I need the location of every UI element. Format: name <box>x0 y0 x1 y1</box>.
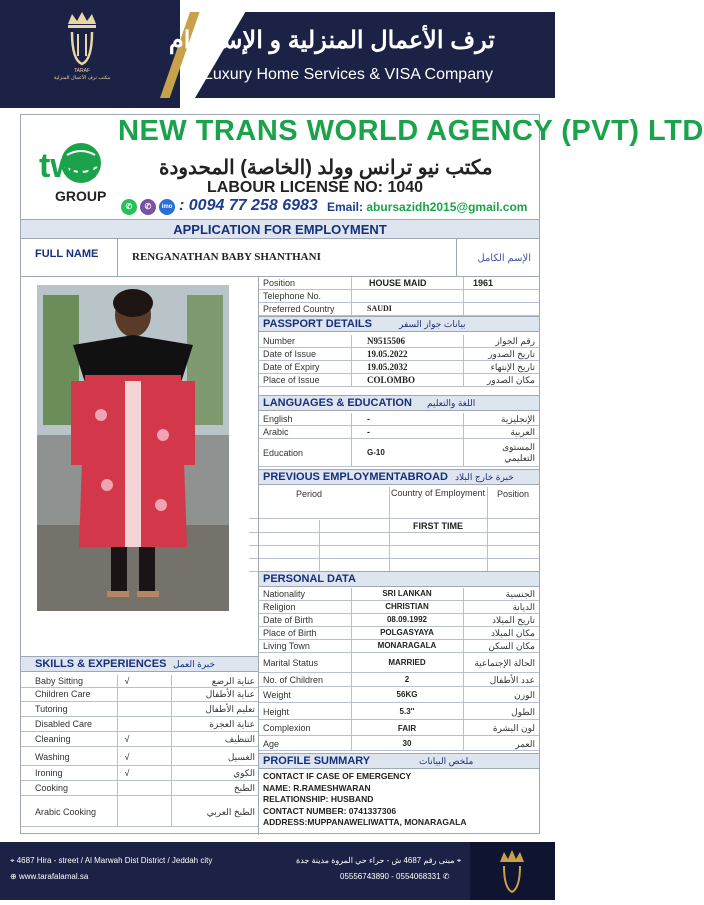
age-label: Age <box>263 739 280 749</box>
skill-check <box>117 797 137 826</box>
weight-ar: الوزن <box>514 690 535 700</box>
skill-label: Ironing <box>35 768 63 778</box>
column-divider <box>258 277 259 835</box>
expiry-date-ar: تاريخ الإنتهاء <box>490 362 535 372</box>
nationality-value: SRI LANKAN <box>382 589 432 598</box>
weight-label: Weight <box>263 690 291 700</box>
skill-ar: عناية العجزة <box>209 719 255 729</box>
skill-label: Cleaning <box>35 734 71 744</box>
period-header: Period <box>295 489 322 499</box>
place-of-birth-label: Place of Birth <box>263 628 317 638</box>
personal-row <box>259 588 539 601</box>
personal-row <box>259 627 539 640</box>
globe-icon: ⊕ <box>10 872 19 881</box>
profile-section-header <box>259 753 539 769</box>
height-ar: الطول <box>511 707 535 717</box>
footer-address-ar-text: مبنى رقم 4687 ش - حراء حي المروة مدينة جدة <box>296 856 455 865</box>
children-label: No. of Children <box>263 675 324 685</box>
dob-value: 08.09.1992 <box>386 615 428 624</box>
passport-section-header <box>259 316 539 332</box>
position-header: Position <box>496 489 530 499</box>
divider <box>463 335 464 387</box>
profile-line: RELATIONSHIP: HUSBAND <box>263 794 374 804</box>
divider <box>463 413 464 467</box>
footer-logo-panel <box>470 842 555 900</box>
whatsapp-icon: ✆ <box>121 199 137 215</box>
footer-phones <box>340 872 449 881</box>
employment-row <box>249 533 539 546</box>
profile-line: ADDRESS:MUPPANAWELIWATTA, MONARAGALA <box>263 817 467 827</box>
labour-license: LABOUR LICENSE NO: 1040 <box>207 179 424 196</box>
personal-row <box>259 601 539 614</box>
position-extra: 1961 <box>472 278 494 288</box>
skill-label: Tutoring <box>35 704 68 714</box>
living-town-ar: مكان السكن <box>488 641 535 651</box>
skill-ar: التنظيف <box>224 734 255 744</box>
divider <box>487 487 488 572</box>
marital-status-label: Marital Status <box>263 658 319 668</box>
complexion-label: Complexion <box>263 723 311 733</box>
nationality-ar: الجنسية <box>505 589 535 599</box>
skill-ar: الغسيل <box>227 752 255 762</box>
passport-row <box>259 348 539 361</box>
education-ar: المستوى التعليمي <box>502 442 535 463</box>
banner-right-panel <box>195 12 555 98</box>
divider <box>351 413 352 467</box>
place-of-issue-label: Place of Issue <box>263 375 320 385</box>
marital-status-ar: الحالة الإجتماعية <box>474 658 535 668</box>
complexion-ar: لون البشرة <box>492 723 535 733</box>
skill-label: Washing <box>35 752 70 762</box>
arabic-label: Arabic <box>263 427 289 437</box>
preferred-country-row <box>259 303 539 316</box>
skill-label: Arabic Cooking <box>35 807 97 817</box>
employment-title: PREVIOUS EMPLOYMENTABROAD <box>263 471 448 483</box>
preferred-country-label: Preferred Country <box>263 304 335 314</box>
place-of-issue-value: COLOMBO <box>367 375 416 385</box>
application-title-bar: APPLICATION FOR EMPLOYMENT <box>21 219 539 239</box>
skills-title: SKILLS & EXPERIENCES <box>35 658 167 670</box>
age-ar: العمر <box>515 739 535 749</box>
skill-row <box>21 767 259 781</box>
email-label: Email: <box>327 200 364 214</box>
skill-label: Baby Sitting <box>35 676 84 686</box>
arabic-ar: العربية <box>510 427 535 437</box>
profile-line: CONTACT NUMBER: 0741337306 <box>263 805 397 816</box>
footer-address-ar <box>296 856 461 866</box>
religion-value: CHRISTIAN <box>385 602 429 611</box>
logo-caption-ar: مكتب ترف الأعمال المنزلية <box>53 75 111 81</box>
divider <box>319 520 320 572</box>
brand-name-en: Luxury Home Services & VISA Company <box>203 66 493 83</box>
logo-caption: TARAF <box>73 68 91 74</box>
passport-row <box>259 374 539 387</box>
skill-ar: تعليم الأطفال <box>205 704 255 714</box>
profile-line: NAME: R.RAMESHWARAN <box>263 782 371 793</box>
logo-group-text: GROUP <box>55 188 107 204</box>
passport-row <box>259 335 539 348</box>
skill-ar: عناية الأطفال <box>205 689 255 699</box>
divider <box>171 675 172 827</box>
footer-website <box>10 872 88 881</box>
telephone-label: Telephone No. <box>263 291 322 301</box>
footer-website-text: www.tarafalamal.sa <box>18 872 89 881</box>
passport-row <box>259 361 539 374</box>
telephone-value <box>353 290 463 302</box>
weight-value: 56KG <box>396 690 418 699</box>
skills-section-header <box>21 656 259 672</box>
skill-row <box>21 688 259 702</box>
languages-title: LANGUAGES & EDUCATION <box>263 397 412 409</box>
personal-row <box>259 640 539 653</box>
skill-check: √ <box>124 768 130 778</box>
education-row <box>259 439 539 467</box>
religion-ar: الديانة <box>512 602 535 612</box>
personal-title: PERSONAL DATA <box>263 573 356 585</box>
profile-title-ar: ملخص البيانات <box>419 756 474 766</box>
skill-row <box>21 675 259 688</box>
english-ar: الإنجليزية <box>501 414 535 424</box>
application-document <box>20 114 704 834</box>
skill-row <box>21 797 259 827</box>
telephone-row <box>259 290 539 303</box>
arabic-value: - <box>367 427 370 437</box>
employment-title-ar: خبرة خارج البلاد <box>455 472 514 482</box>
children-value: 2 <box>404 675 410 684</box>
employment-row <box>249 546 539 559</box>
agency-title-ar: مكتب نيو ترانس وولد (الخاصة) المحدودة <box>159 157 493 179</box>
full-name-row <box>21 239 539 277</box>
employment-row <box>249 559 539 572</box>
footer-crown-icon <box>470 842 555 900</box>
full-name-label-ar: الإسم الكامل <box>477 253 531 264</box>
skill-ar: الطبخ العربي <box>206 807 255 817</box>
languages-title-ar: اللغة والتعليم <box>427 398 476 408</box>
top-banner <box>0 0 555 108</box>
language-row <box>259 413 539 426</box>
height-value: 5.3'' <box>399 707 415 716</box>
skill-label: Disabled Care <box>35 719 93 729</box>
skill-ar: الطبخ <box>233 783 255 793</box>
skill-row <box>21 703 259 717</box>
personal-row <box>259 704 539 720</box>
employment-section-header <box>259 469 539 485</box>
passport-number-value: N9515506 <box>367 336 405 346</box>
passport-title: PASSPORT DETAILS <box>263 318 372 330</box>
issue-date-label: Date of Issue <box>263 349 317 359</box>
phone-number: : 0094 77 258 6983 <box>179 197 318 214</box>
logo-twa-text: twa <box>39 147 96 185</box>
passport-number-ar: رقم الجواز <box>495 336 535 346</box>
phone-icon: ✆ <box>440 872 450 881</box>
location-pin-icon: ⌖ <box>454 856 462 865</box>
profile-summary <box>263 771 539 829</box>
skill-row <box>21 748 259 766</box>
skill-check <box>117 718 137 731</box>
divider <box>117 675 118 827</box>
first-time-value: FIRST TIME <box>413 521 463 531</box>
skill-check: √ <box>124 676 130 686</box>
employment-header-row <box>249 487 539 519</box>
height-label: Height <box>263 707 290 717</box>
divider <box>389 487 390 572</box>
viber-icon: ✆ <box>140 199 156 215</box>
taraf-logo <box>52 10 112 102</box>
divider <box>351 588 352 751</box>
personal-row <box>259 653 539 673</box>
country-header: Country of Employment <box>390 488 486 498</box>
children-ar: عدد الأطفال <box>489 675 535 685</box>
english-label: English <box>263 414 293 424</box>
skill-ar: الكوي <box>233 768 255 778</box>
divider <box>463 588 464 751</box>
divider <box>351 335 352 387</box>
agency-title: NEW TRANS WORLD AGENCY (PVT) LTD <box>118 115 704 147</box>
skill-ar: عناية الرضع <box>211 676 255 686</box>
personal-row <box>259 737 539 751</box>
email-address <box>327 200 527 214</box>
personal-row <box>259 687 539 703</box>
brand-name-ar: ترف الأعمال المنزلية و الإستقدام <box>168 27 495 54</box>
expiry-date-value: 19.05.2032 <box>367 362 408 372</box>
passport-number-label: Number <box>263 336 296 346</box>
personal-row <box>259 721 539 736</box>
divider <box>351 277 352 316</box>
contact-row <box>119 197 539 219</box>
personal-row <box>259 614 539 627</box>
skill-row <box>21 782 259 796</box>
crown-icon <box>62 10 102 68</box>
profile-line: CONTACT IF CASE OF EMERGENCY <box>263 771 412 781</box>
dob-ar: تاريخ الميلاد <box>492 615 535 625</box>
twa-globe-icon <box>39 133 119 205</box>
footer-address-en <box>10 856 212 866</box>
position-label: Position <box>263 278 296 288</box>
profile-title: PROFILE SUMMARY <box>263 755 371 767</box>
complexion-value: FAIR <box>397 724 417 733</box>
skill-check <box>117 703 137 716</box>
skill-check <box>117 782 137 795</box>
living-town-value: MONARAGALA <box>377 641 437 650</box>
divider <box>463 277 464 316</box>
imo-icon: imo <box>159 199 175 215</box>
language-row <box>259 426 539 439</box>
age-value: 30 <box>402 739 412 748</box>
skill-label: Cooking <box>35 783 69 793</box>
nationality-label: Nationality <box>263 589 306 599</box>
dob-label: Date of Birth <box>263 615 314 625</box>
skill-row <box>21 733 259 747</box>
place-of-birth-value: POLGASYAYA <box>380 628 434 637</box>
place-of-issue-ar: مكان الصدور <box>486 375 535 385</box>
living-town-label: Living Town <box>263 641 310 651</box>
employment-row <box>249 520 539 533</box>
skill-check: √ <box>124 734 130 744</box>
skill-check <box>117 688 137 701</box>
education-label: Education <box>263 448 304 458</box>
applicant-photo <box>37 285 229 611</box>
english-value: - <box>367 414 370 424</box>
passport-title-ar: بيانات جواز السفر <box>399 319 466 329</box>
skill-check: √ <box>124 752 130 762</box>
preferred-country-value: SAUDI <box>367 304 392 313</box>
footer-phones-text: 05556743890 - 0554068331 <box>340 872 441 881</box>
personal-row <box>259 674 539 687</box>
issue-date-value: 19.05.2022 <box>367 349 408 359</box>
full-name-label: FULL NAME <box>35 248 99 260</box>
full-name-value: RENGANATHAN BABY SHANTHANI <box>117 239 457 276</box>
applicant-photo-image <box>37 285 229 611</box>
education-value: G-10 <box>367 448 385 457</box>
location-pin-icon: ⌖ <box>10 856 17 865</box>
position-row <box>259 277 539 290</box>
religion-label: Religion <box>263 602 296 612</box>
expiry-date-label: Date of Expiry <box>263 362 320 372</box>
issue-date-ar: تاريخ الصدور <box>488 349 535 359</box>
skills-title-ar: خبرة العمل <box>173 659 216 669</box>
skill-label: Children Care <box>35 689 91 699</box>
place-of-birth-ar: مكان الميلاد <box>490 628 535 638</box>
position-value: HOUSE MAID <box>369 278 427 288</box>
languages-section-header <box>259 395 539 411</box>
footer-address-text: 4687 Hira - street / Al Marwah Dist District / Jeddah city <box>16 856 213 865</box>
personal-section-header <box>259 571 539 587</box>
email-value: abursazidh2015@gmail.com <box>366 200 528 214</box>
marital-status-value: MARRIED <box>388 658 426 667</box>
skill-row <box>21 718 259 732</box>
